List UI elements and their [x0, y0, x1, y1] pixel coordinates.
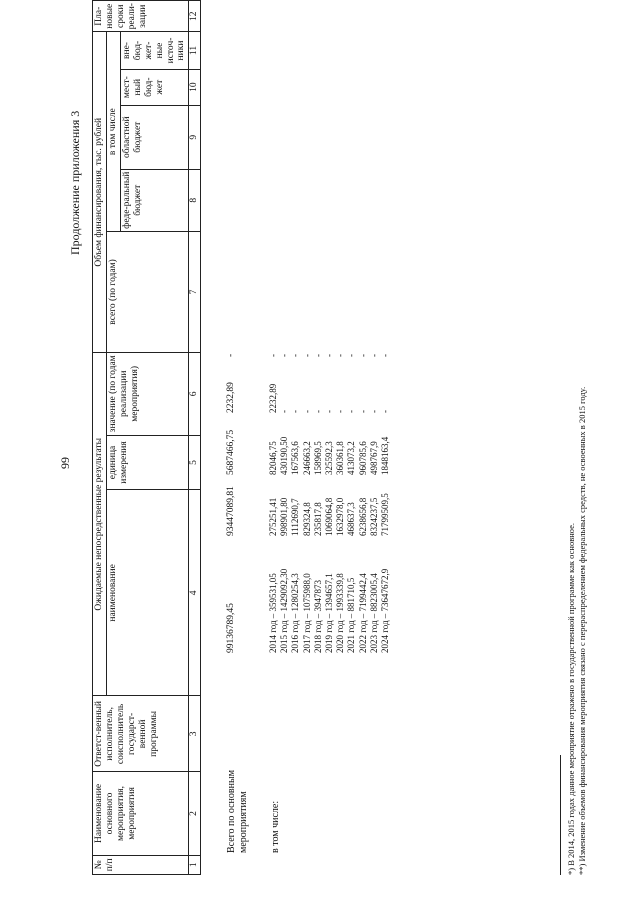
col-number: 7 — [189, 231, 201, 352]
header-financing: Объем финансирования, тыс. рублей — [93, 32, 107, 353]
total-regional: 5687466,75 — [226, 429, 236, 475]
total-sum: 99136789,45 — [226, 603, 236, 653]
header-result-value: значение (по годам реализации мероприятия) — [106, 353, 188, 436]
col-number: 10 — [189, 69, 201, 105]
col-number: 1 — [189, 855, 201, 874]
header-result-unit: единица измерения — [106, 435, 188, 490]
header-results: Ожидаемые непосредственные результаты — [93, 353, 107, 696]
col-number: 6 — [189, 353, 201, 436]
header-planned-terms: Пла-новые сроки реали-зации — [93, 1, 189, 32]
col-number: 11 — [189, 32, 201, 69]
appendix-continuation: Продолжение приложения 3 — [68, 110, 82, 255]
col-number: 5 — [189, 435, 201, 490]
footnote-2: **) Изменение объемов финансирования мероприятия связано с перераспределением федеральных средств, не освоенных в 2015 году. — [577, 386, 587, 875]
col-number: 2 — [189, 772, 201, 855]
footnote-divider — [560, 755, 561, 875]
header-regional: областной бюджет — [120, 105, 189, 169]
header-total: всего (по годам) — [106, 231, 188, 352]
header-federal: феде-ральный бюджет — [120, 169, 189, 231]
col-number: 3 — [189, 696, 201, 772]
header-no: № п/п — [93, 855, 189, 874]
header-extrabudget: вне-бюд-жет-ные источ-ники — [120, 32, 189, 69]
header-including: в том числе — [106, 32, 120, 231]
footnote-1: *) В 2014, 2015 годах данное мероприятие отражено в государственной программе как основное. — [566, 522, 576, 875]
total-row-label: Всего по основным мероприятиям — [226, 769, 249, 853]
page-number: 99 — [58, 457, 72, 469]
header-name: Наименование основного мероприятия, мероприятия — [93, 772, 189, 855]
header-responsible: Ответст-венный исполнитель, соисполнитель государст-венной программы — [93, 696, 189, 772]
rotated-page: 99 Продолжение приложения 3 № п/п Наименование основного мероприятия, мероприятия Ответст-венный исполнитель, соисполнитель государст-венной программы Ожидаемые непосредственные результаты Объем финансирования, тыс. рублей Пла-новые сроки реали-зации наименование единица измерения значение (по годам реализации мероприятия) всего (по годам) в том числе феде-ральный бюджет областной бюджет мест-ный бюд-жет вне-бюд-жет-ные источ-ники 1 2 3 4 5 6 7 8 9 10 11 12 Всего по основным мероприятиям 99136789,45 93447089,81 5687466,75 2232,89 - в том числе: 2014 год – 359531,05 275251,41 82046,75 2232,89 - 2015 год – 1429092,30 998901,80 430190,50 - - 2016 год – 1280254,3 1112690,7 167563,6 - - 2017 год – 1075988,0 829324,8 246663,2 - - 2018 год – 3947873 235817,8 158969,5 - - 2019 год – 1394657,1 1069064,8 325592,3 - - 2020 год – 1993339,8 1632978,0 360361,8 - - 2021 год – 881710,5 468637,3 413073,2 - - 2022 год – 7199442,4 6238656,8 960785,6 - - 2023 год – 8823005,4 8324237,5 498767,9 - - 2024 год – 73647672,9 71799509,5 1848163,4 - - *) В 2014, 2015 годах данное мероприятие отражено в государственной программе как основное. **) Изменение объемов финансирования мероприятия связано с перераспределением федеральных средств, не освоенных в 2015 году. — [0, 0, 640, 905]
header-result-name: наименование — [106, 490, 188, 696]
total-federal: 93447089,81 — [226, 486, 236, 536]
breakdown-label: в том числе: — [270, 800, 281, 853]
total-extrabudget: - — [226, 353, 236, 357]
footnotes — [566, 387, 588, 875]
financing-table — [92, 0, 201, 875]
col-number: 12 — [189, 1, 201, 32]
total-local: 2232,89 — [226, 382, 236, 413]
col-number: 4 — [189, 490, 201, 696]
col-number: 9 — [189, 105, 201, 169]
col-number: 8 — [189, 169, 201, 231]
header-local: мест-ный бюд-жет — [120, 69, 189, 105]
